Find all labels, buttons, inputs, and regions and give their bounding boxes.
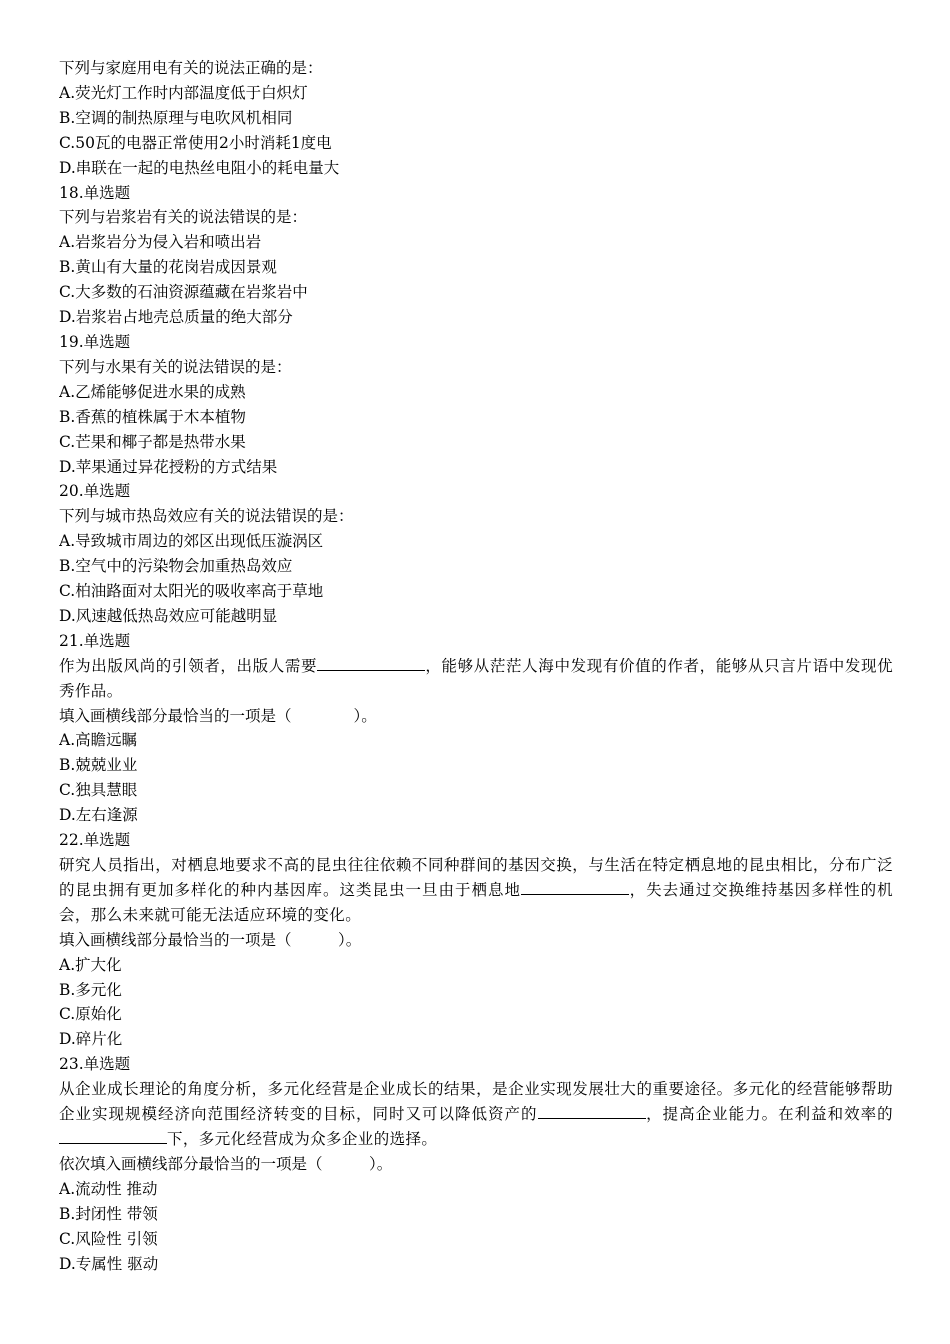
q22-header: 22.单选题 — [59, 831, 131, 850]
q23-option-c: C.风险性 引领 — [59, 1229, 158, 1248]
q21-passage — [59, 654, 893, 704]
q22-text-b: ，失去通过交换维持基因多样性的机会，那么未来就可能无法适应环境的变化。 — [59, 880, 893, 924]
q23-option-a: A.流动性 推动 — [59, 1179, 158, 1198]
q20-option-b: B.空气中的污染物会加重热岛效应 — [59, 557, 293, 576]
q17-option-a: A.荧光灯工作时内部温度低于白炽灯 — [59, 83, 308, 102]
q23-passage — [59, 1077, 893, 1152]
q23-text-a: 从企业成长理论的角度分析，多元化经营是企业成长的结果，是企业实现发展壮大的重要途径。多元化的经营能够帮助企业实现规模经济向范围经济转变的目标，同时又可以降低资产的 — [59, 1080, 893, 1124]
q22-passage — [59, 853, 893, 928]
q21-text-b: ，能够从茫茫人海中发现有价值的作者，能够从只言片语中发现优秀作品。 — [59, 656, 893, 700]
q21-header: 21.单选题 — [59, 631, 131, 650]
q17-option-c: C.50瓦的电器正常使用2小时消耗1度电 — [59, 133, 332, 152]
q20-option-c: C.柏油路面对太阳光的吸收率高于草地 — [59, 582, 324, 601]
q21-option-a: A.高瞻远瞩 — [59, 731, 138, 750]
q19-option-b: B.香蕉的植株属于木本植物 — [59, 407, 246, 426]
q21-blank — [317, 656, 425, 671]
q18-option-c: C.大多数的石油资源蕴藏在岩浆岩中 — [59, 283, 308, 302]
q18-option-d: D.岩浆岩占地壳总质量的绝大部分 — [59, 308, 293, 327]
q22-option-c: C.原始化 — [59, 1005, 122, 1024]
q23-prompt: 依次填入画横线部分最恰当的一项是（ ）。 — [59, 1154, 393, 1173]
q20-option-a: A.导致城市周边的郊区出现低压漩涡区 — [59, 532, 324, 551]
document-page — [59, 56, 893, 1276]
q22-option-b: B.多元化 — [59, 980, 122, 999]
q21-option-c: C.独具慧眼 — [59, 781, 138, 800]
q21-option-d: D.左右逢源 — [59, 806, 138, 825]
q21-option-b: B.兢兢业业 — [59, 756, 138, 775]
q20-option-d: D.风速越低热岛效应可能越明显 — [59, 606, 278, 625]
q22-option-a: A.扩大化 — [59, 955, 122, 974]
q20-header: 20.单选题 — [59, 482, 131, 501]
q19-option-d: D.苹果通过异花授粉的方式结果 — [59, 457, 278, 476]
q19-stem: 下列与水果有关的说法错误的是： — [59, 357, 292, 376]
q21-prompt: 填入画横线部分最恰当的一项是（ ）。 — [59, 706, 377, 725]
q17-option-d: D.串联在一起的电热丝电阻小的耗电量大 — [59, 158, 340, 177]
q18-stem: 下列与岩浆岩有关的说法错误的是： — [59, 208, 308, 227]
q17-option-b: B.空调的制热原理与电吹风机相同 — [59, 108, 293, 127]
q22-option-d: D.碎片化 — [59, 1030, 123, 1049]
q23-header: 23.单选题 — [59, 1055, 131, 1074]
q21-text-a: 作为出版风尚的引领者，出版人需要 — [59, 656, 318, 675]
q19-option-a: A.乙烯能够促进水果的成熟 — [59, 382, 246, 401]
q22-text-a: 研究人员指出，对栖息地要求不高的昆虫往往依赖不同种群间的基因交换，与生活在特定栖息地的昆虫相比，分布广泛的昆虫拥有更加多样化的种内基因库。这类昆虫一旦由于栖息地 — [59, 856, 893, 899]
q18-header: 18.单选题 — [59, 183, 131, 202]
q17-stem: 下列与家庭用电有关的说法正确的是： — [59, 59, 323, 77]
q23-option-d: D.专属性 驱动 — [59, 1254, 159, 1273]
q19-option-c: C.芒果和椰子都是热带水果 — [59, 432, 246, 451]
q19-header: 19.单选题 — [59, 332, 131, 351]
q23-option-b: B.封闭性 带领 — [59, 1204, 158, 1223]
q23-blank-2 — [59, 1129, 167, 1144]
q23-text-b: ，提高企业能力。在利益和效率的 — [645, 1105, 893, 1124]
q22-prompt: 填入画横线部分最恰当的一项是（ ）。 — [59, 930, 362, 949]
q23-blank-1 — [538, 1104, 646, 1119]
q20-stem: 下列与城市热岛效应有关的说法错误的是： — [59, 507, 354, 526]
q18-option-a: A.岩浆岩分为侵入岩和喷出岩 — [59, 233, 262, 252]
q23-text-c: 下，多元化经营成为众多企业的选择。 — [167, 1129, 438, 1148]
q18-option-b: B.黄山有大量的花岗岩成因景观 — [59, 258, 277, 277]
q22-blank — [521, 880, 629, 895]
